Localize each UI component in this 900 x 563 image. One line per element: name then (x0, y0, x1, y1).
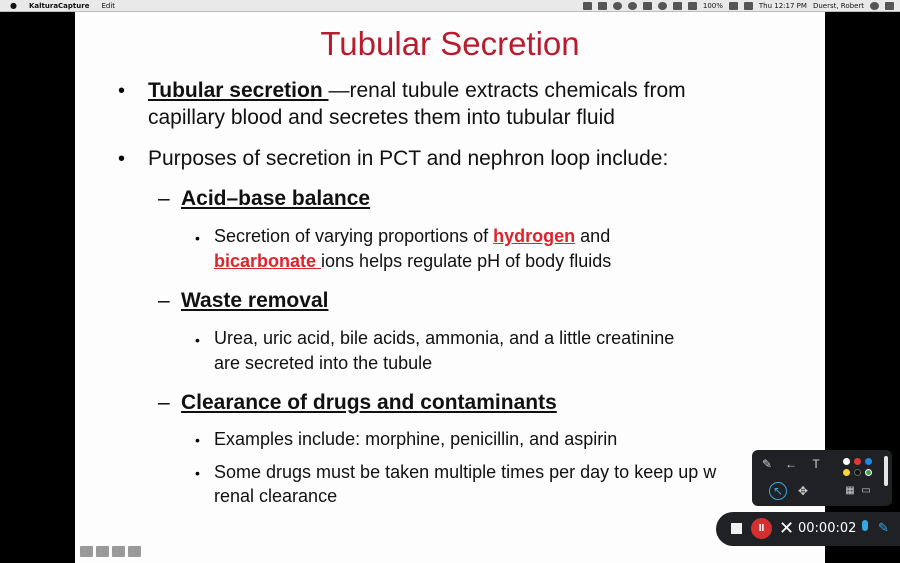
dash-marker: – (158, 289, 170, 312)
color-green[interactable] (865, 469, 872, 476)
move-icon[interactable]: ✥ (797, 484, 809, 498)
pen-tool-icon[interactable] (96, 546, 109, 557)
wifi-icon[interactable] (673, 2, 682, 10)
camera-icon[interactable] (583, 2, 592, 10)
bullet-1-text: —renal tubule extracts chemicals from (328, 79, 686, 102)
color-black[interactable] (854, 469, 861, 476)
microphone-icon[interactable] (862, 520, 868, 531)
app-menu[interactable]: KalturaCapture (28, 1, 90, 10)
subheading-waste (181, 289, 328, 313)
bullet-1 (148, 79, 686, 103)
volume-icon[interactable] (688, 2, 697, 10)
draw-icon[interactable]: ✎ (878, 520, 889, 535)
color-blue[interactable] (865, 458, 872, 465)
screen-icon[interactable]: ▭ (861, 485, 871, 496)
status-tray (583, 2, 900, 10)
dropbox-icon[interactable] (598, 2, 607, 10)
gear-icon[interactable] (628, 2, 637, 10)
dash-marker: – (158, 187, 170, 210)
cancel-icon[interactable]: ✕ (779, 518, 795, 538)
text-icon[interactable]: T (812, 457, 820, 471)
acid-base-line2 (214, 251, 611, 272)
acid-base-and: and (575, 226, 611, 246)
flag-icon[interactable] (744, 2, 753, 10)
color-yellow[interactable] (843, 469, 850, 476)
clearance-drugs-line1: Some drugs must be taken multiple times per day to keep up w (214, 462, 717, 482)
select-icon[interactable]: ↖ (769, 482, 787, 500)
trash-icon[interactable]: ▦ (845, 485, 855, 496)
arrow-icon[interactable]: ← (785, 457, 797, 471)
apple-icon[interactable]: ● (10, 1, 17, 10)
next-slide-icon[interactable] (128, 546, 141, 557)
color-white[interactable] (843, 458, 850, 465)
bullet-dot: • (195, 465, 200, 481)
stop-button[interactable] (731, 523, 742, 534)
subheading-acid-base (181, 187, 370, 211)
term-hydrogen: hydrogen (493, 226, 576, 246)
acid-base-text2: ions helps regulate pH of body fluids (321, 251, 612, 271)
spotlight-icon[interactable] (870, 2, 879, 10)
clock[interactable]: Thu 12:17 PM (758, 1, 807, 10)
pen-thickness-slider[interactable] (884, 456, 888, 486)
clearance-examples: Examples include: morphine, penicillin, and aspirin (214, 429, 618, 449)
recording-timer: 00:00:02 (798, 521, 857, 536)
bullet-dot: • (118, 148, 126, 170)
slide-navigation (80, 546, 141, 557)
bullet-dot: • (118, 80, 126, 102)
battery-icon[interactable] (729, 2, 738, 10)
bullet-dot: • (195, 230, 200, 246)
menu-bar (0, 0, 900, 12)
bullet-dot: • (195, 432, 200, 448)
acid-base-line1 (214, 226, 610, 247)
pen-icon[interactable]: ✎ (761, 457, 773, 471)
notification-center-icon[interactable] (885, 2, 894, 10)
display-icon[interactable] (643, 2, 652, 10)
term-tubular-secretion: Tubular secretion (148, 79, 329, 102)
slides-menu-icon[interactable] (112, 546, 125, 557)
acid-base-text: Secretion of varying proportions of (214, 226, 494, 246)
term-bicarbonate: bicarbonate (214, 251, 322, 271)
term-waste-removal: Waste removal (181, 289, 329, 312)
prev-slide-icon[interactable] (80, 546, 93, 557)
bluetooth-icon[interactable] (658, 2, 667, 10)
user-name[interactable]: Duerst, Robert (812, 1, 864, 10)
pause-button[interactable]: II (751, 518, 772, 539)
dash-marker: – (158, 391, 170, 414)
term-clearance: Clearance of drugs and contaminants (181, 391, 557, 414)
waste-line1: Urea, uric acid, bile acids, ammonia, and a little creatinine (214, 328, 675, 348)
clearance-drugs-line2: renal clearance (214, 486, 338, 506)
term-acid-base: Acid–base balance (181, 187, 371, 210)
battery-percent[interactable]: 100% (702, 1, 723, 10)
bullet-dot: • (195, 332, 200, 348)
subheading-clearance (181, 391, 557, 415)
bullet-2: Purposes of secretion in PCT and nephron loop include: (148, 147, 669, 170)
color-red[interactable] (854, 458, 861, 465)
slide (75, 12, 825, 563)
menu-edit[interactable]: Edit (101, 1, 116, 10)
waste-line2: are secreted into the tubule (214, 353, 433, 373)
sync-icon[interactable] (613, 2, 622, 10)
bullet-1-line2: capillary blood and secretes them into tubular fluid (148, 106, 615, 129)
slide-title: Tubular Secretion (320, 25, 580, 62)
